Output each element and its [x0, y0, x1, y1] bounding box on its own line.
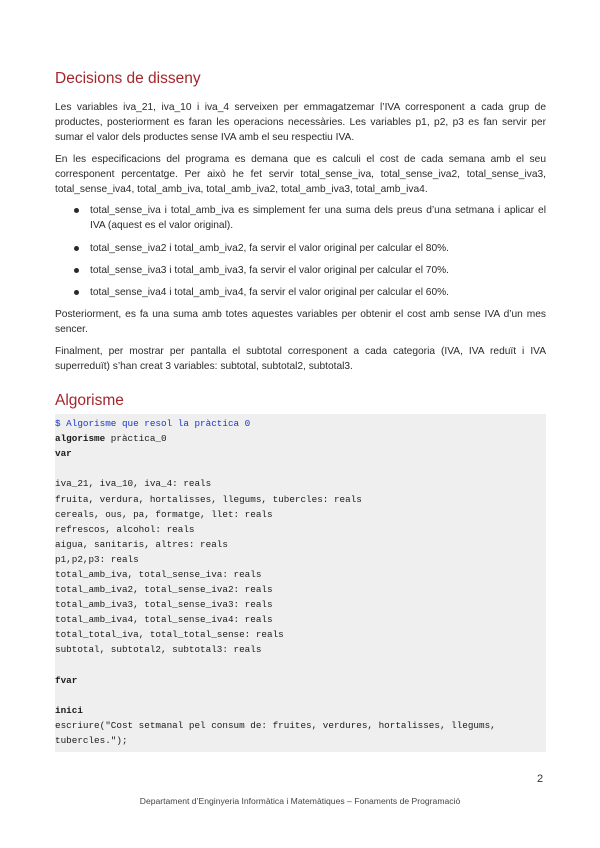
code-line: aigua, sanitaris, altres: reals	[55, 538, 228, 550]
list-item-text: total_sense_iva4 i total_amb_iva4, fa servir el valor original per calcular el 60%.	[90, 287, 450, 299]
code-line: total_amb_iva, total_sense_iva: reals	[55, 568, 262, 580]
section-heading-decisions: Decisions de disseny	[55, 70, 201, 87]
code-line: total_amb_iva2, total_sense_iva2: reals	[55, 584, 273, 596]
code-blank-line	[55, 688, 542, 703]
code-blank-line	[55, 461, 542, 476]
list-item	[55, 203, 546, 233]
code-line: refrescos, alcohol: reals	[55, 523, 195, 535]
list-item-text: total_sense_iva i total_amb_iva es simplement fer una suma dels preus d’una setmana i aplicar el IVA (aquest es el valor original).	[90, 205, 546, 232]
code-line: p1,p2,p3: reals	[55, 553, 139, 565]
code-block	[55, 414, 546, 752]
code-text: pràctica_0	[105, 433, 167, 445]
page-number: 2	[537, 773, 544, 785]
code-line: iva_21, iva_10, iva_4: reals	[55, 478, 212, 490]
code-keyword: inici	[55, 704, 83, 716]
list-item	[55, 285, 546, 300]
code-line: total_total_iva, total_total_sense: reals	[55, 629, 284, 641]
list-item	[55, 263, 546, 278]
list-item-text: total_sense_iva2 i total_amb_iva2, fa servir el valor original per calcular el 80%.	[90, 242, 450, 254]
page-content	[55, 68, 546, 752]
code-keyword: fvar	[55, 674, 78, 686]
code-line	[55, 431, 542, 446]
list-item	[55, 241, 546, 256]
paragraph: Posteriorment, es fa una suma amb totes aquestes variables per obtenir el cost amb sense IVA d’un mes sencer.	[55, 309, 546, 336]
code-blank-line	[55, 658, 542, 673]
code-line: escriure("Cost setmanal pel consum de: fruites, verdures, hortalisses, llegums,	[55, 719, 496, 731]
code-keyword: algorisme	[55, 433, 106, 445]
bullet-icon	[74, 246, 79, 251]
bullet-icon	[74, 268, 79, 273]
code-line: cereals, ous, pa, formatge, llet: reals	[55, 508, 273, 520]
list-item-text: total_sense_iva3 i total_amb_iva3, fa servir el valor original per calcular el 70%.	[90, 264, 450, 276]
bullet-icon	[74, 290, 79, 295]
code-keyword: var	[55, 448, 72, 460]
paragraph: Finalment, per mostrar per pantalla el subtotal corresponent a cada categoria (IVA, IVA reduït i IVA superreduït) s’han creat 3 variables: subtotal, subtotal2, subtotal3.	[55, 345, 546, 372]
code-line: total_amb_iva4, total_sense_iva4: reals	[55, 614, 273, 626]
page-footer: Departament d’Enginyeria Informàtica i Matemàtiques – Fonaments de Programació	[139, 796, 461, 806]
code-comment: $ Algorisme que resol la pràctica 0	[55, 418, 251, 430]
bullet-list	[55, 203, 546, 300]
paragraph: Les variables iva_21, iva_10 i iva_4 serveixen per emmagatzemar l’IVA corresponent a cada grup de productes, posteriorment es faran les operacions necessàries. Les variables p1, p2, p3 es fan servir per sumar el valor dels productes sense IVA amb el seu respectiu IVA.	[55, 102, 546, 144]
code-line: tubercles.");	[55, 735, 128, 747]
paragraph: En les especificacions del programa es demana que es calculi el cost de cada semana amb el seu corresponent percentatge. Per això he fet servir total_sense_iva, total_sense_iva2, total_sense_iva3, total_sense_iva4, total_amb_iva, total_amb_iva2, total_amb_iva3, total_amb_iva4.	[55, 153, 546, 196]
code-line: fruita, verdura, hortalisses, llegums, tubercles: reals	[55, 493, 362, 505]
section-heading-algorisme: Algorisme	[55, 392, 124, 410]
code-line: subtotal, subtotal2, subtotal3: reals	[55, 644, 262, 656]
code-line: total_amb_iva3, total_sense_iva3: reals	[55, 599, 273, 611]
bullet-icon	[74, 208, 79, 213]
